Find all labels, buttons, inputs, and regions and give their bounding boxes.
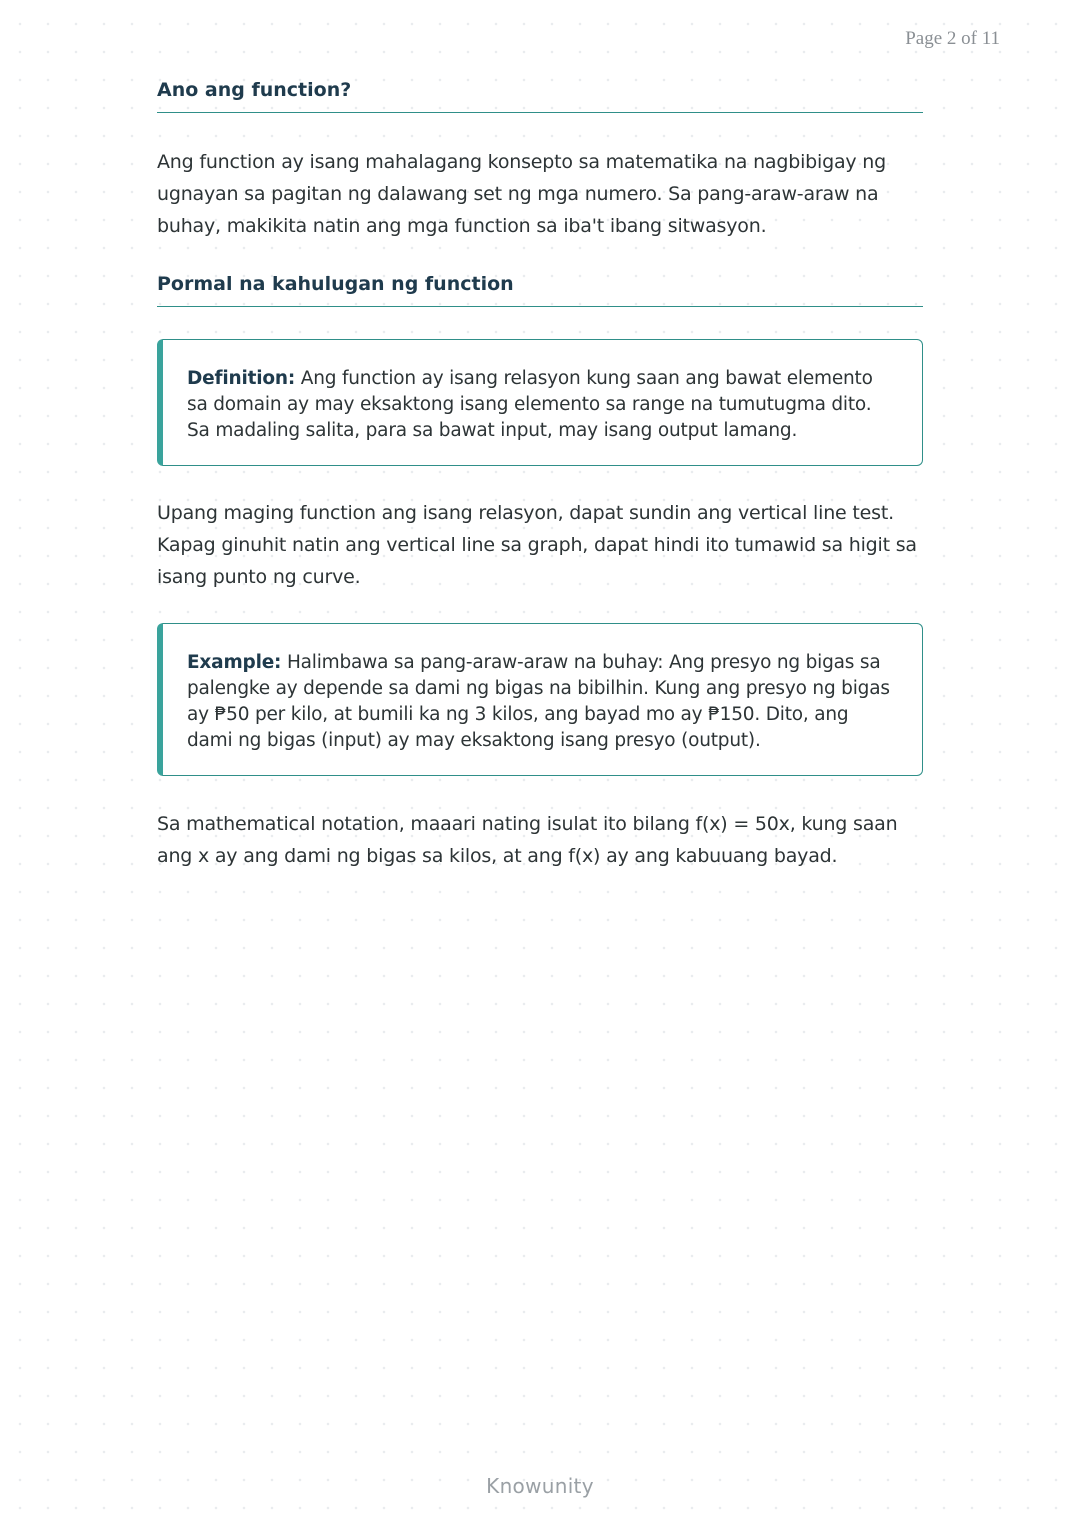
example-label: Example:: [187, 652, 282, 673]
example-callout: [157, 623, 923, 776]
example-text: Halimbawa sa pang-araw-araw na buhay: Ang presyo ng bigas sa palengke ay depende sa dami ng bigas na bibilhin. Kung ang presyo ng bigas ay ₱50 per kilo, at bumili ka ng 3 kilos, ang bayad mo ay ₱150. Dito, ang dami ng bigas (input) ay may eksaktong isang presyo (output).: [187, 652, 890, 751]
notation-paragraph: Sa mathematical notation, maaari nating isulat ito bilang f(x) = 50x, kung saan ang x ay ang dami ng bigas sa kilos, at ang f(x) ay ang kabuuang bayad.: [157, 813, 898, 867]
intro-paragraph: Ang function ay isang mahalagang konsepto sa matematika na nagbibigay ng ugnayan sa pagitan ng dalawang set ng mga numero. Sa pang-araw-araw na buhay, makikita natin ang mga function sa iba't ibang sitwasyon.: [157, 151, 886, 237]
notation-paragraph-container: [157, 808, 923, 872]
section-heading-intro: Ano ang function?: [157, 79, 923, 113]
definition-callout: [157, 339, 923, 466]
intro-paragraph-container: [157, 146, 923, 242]
footer-brand-logo: Knowunity: [486, 1474, 594, 1498]
section-formal: [157, 273, 923, 307]
definition-label: Definition:: [187, 368, 296, 389]
section-heading-formal: Pormal na kahulugan ng function: [157, 273, 923, 307]
definition-text: Ang function ay isang relasyon kung saan ang bawat elemento sa domain ay may eksaktong isang elemento sa range na tumutugma dito. Sa madaling salita, para sa bawat input, may isang output lamang.: [187, 368, 873, 441]
vertical-line-paragraph-container: [157, 497, 923, 593]
vertical-line-test-paragraph: Upang maging function ang isang relasyon, dapat sundin ang vertical line test. Kapag ginuhit natin ang vertical line sa graph, dapat hindi ito tumawid sa higit sa isang punto ng curve.: [157, 502, 917, 588]
section-intro: [157, 79, 923, 113]
page-number: Page 2 of 11: [905, 28, 1000, 49]
